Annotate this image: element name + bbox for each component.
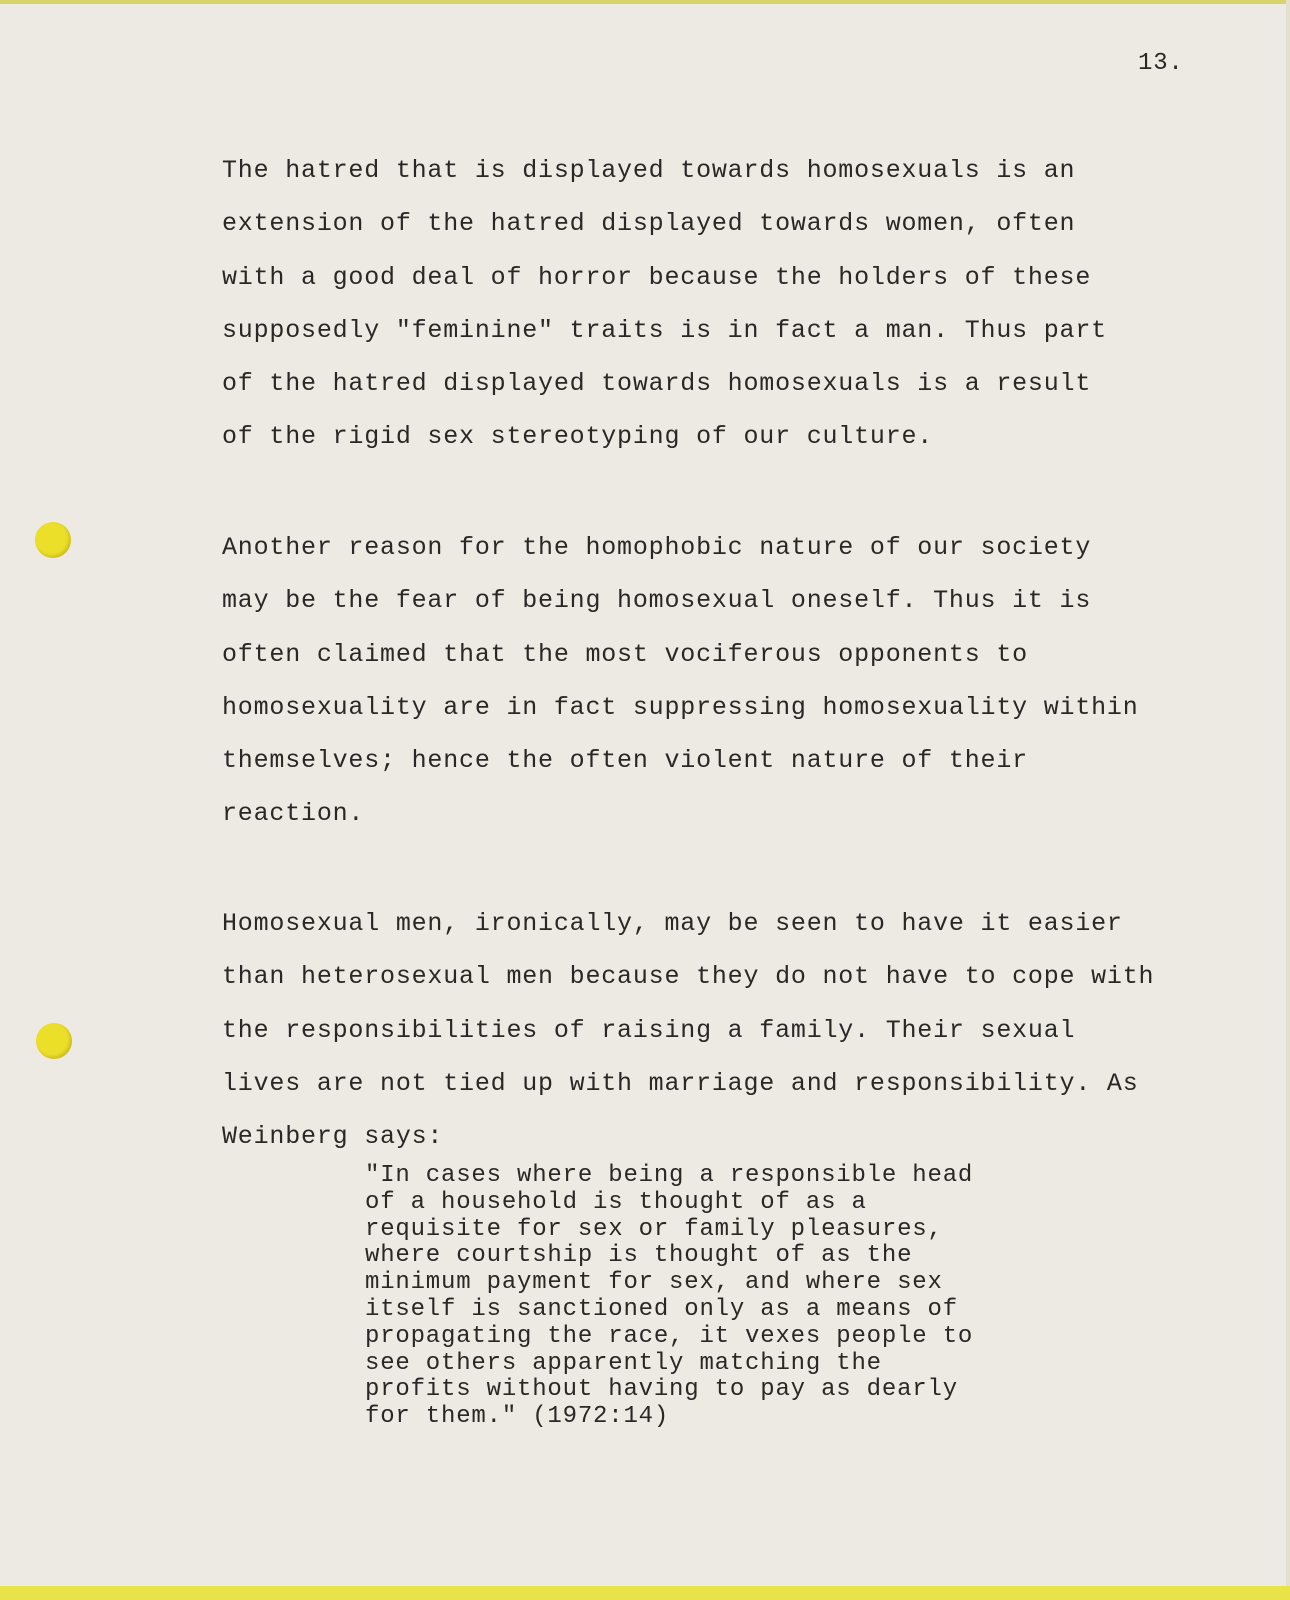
paragraph-line: than heterosexual men because they do not have to cope with [222, 962, 1155, 992]
page-top-edge [0, 0, 1290, 4]
quote-line: where courtship is thought of as the [365, 1242, 913, 1270]
binder-hole-upper [35, 522, 71, 558]
paragraph-line: themselves; hence the often violent nature of their [222, 746, 1028, 776]
paragraph-line: The hatred that is displayed towards homosexuals is an [222, 156, 1076, 185]
paragraph-line: of the hatred displayed towards homosexuals is a result [222, 369, 1092, 399]
quote-line: of a household is thought of as a [365, 1188, 867, 1216]
paragraph-line: homosexuality are in fact suppressing homosexuality within [222, 692, 1139, 722]
quote-line: for them." (1972:14) [365, 1403, 670, 1431]
quote-line: see others apparently matching the [365, 1349, 882, 1377]
binder-hole-lower [36, 1023, 72, 1059]
quote-line: itself is sanctioned only as a means of [365, 1295, 958, 1323]
paragraph-line: Homosexual men, ironically, may be seen to have it easier [222, 909, 1123, 938]
paragraph-line: supposedly "feminine" traits is in fact a man. Thus part [222, 315, 1107, 345]
paragraph-line: of the rigid sex stereotyping of our culture. [222, 422, 934, 452]
quote-line: "In cases where being a responsible head [365, 1162, 974, 1189]
page-right-edge [1286, 0, 1290, 1600]
paragraph-line: Weinberg says: [222, 1122, 444, 1152]
paragraph-line: Another reason for the homophobic nature of our society [222, 533, 1092, 562]
paragraph-line: lives are not tied up with marriage and responsibility. As [222, 1068, 1139, 1098]
page-number: 13. [1138, 50, 1184, 77]
quote-line: requisite for sex or family pleasures, [365, 1215, 943, 1243]
paragraph-line: may be the fear of being homosexual oneself. Thus it is [222, 586, 1092, 616]
paragraph-line: extension of the hatred displayed towards women, often [222, 209, 1076, 239]
quote-line: minimum payment for sex, and where sex [365, 1269, 943, 1297]
paragraph-line: often claimed that the most vociferous opponents to [222, 639, 1028, 669]
paragraph-line: the responsibilities of raising a family. Their sexual [222, 1015, 1076, 1045]
page-bottom-edge [0, 1586, 1290, 1600]
paragraph-2 [222, 521, 1182, 841]
block-quote [365, 1163, 1065, 1431]
paragraph-3 [222, 897, 1182, 1163]
paragraph-1 [222, 144, 1182, 464]
quote-line: propagating the race, it vexes people to [365, 1322, 974, 1350]
paragraph-line: with a good deal of horror because the holders of these [222, 262, 1092, 292]
paragraph-line: reaction. [222, 799, 365, 829]
quote-line: profits without having to pay as dearly [365, 1376, 958, 1404]
